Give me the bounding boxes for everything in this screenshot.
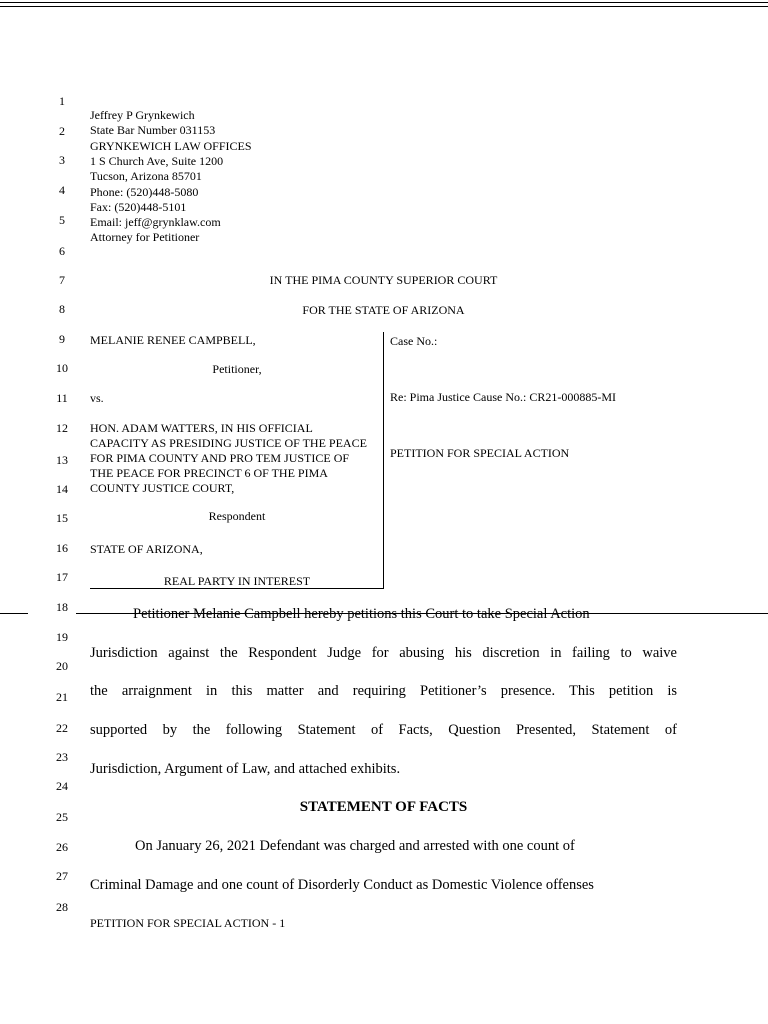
intro-line-4: supported by the following Statement of Facts, Question Presented, Statement of [90, 722, 677, 738]
caption-vertical-rule [383, 332, 384, 589]
line-number: 24 [56, 779, 68, 793]
top-rule-lower [0, 6, 768, 7]
respondent-line: THE PEACE FOR PRECINCT 6 OF THE PIMA [90, 466, 328, 480]
petitioner-name: MELANIE RENEE CAMPBELL, [90, 333, 256, 347]
court-name: IN THE PIMA COUNTY SUPERIOR COURT [269, 273, 498, 287]
line-number: 3 [59, 153, 65, 167]
line-number: 16 [56, 541, 68, 555]
respondent-line: FOR PIMA COUNTY AND PRO TEM JUSTICE OF [90, 451, 350, 465]
line-number: 19 [56, 630, 68, 644]
respondent-line: COUNTY JUSTICE COURT, [90, 481, 235, 495]
line-number: 5 [59, 213, 65, 227]
real-party-name: STATE OF ARIZONA, [90, 542, 203, 556]
line-number: 2 [59, 124, 65, 138]
top-rule-upper [0, 2, 768, 3]
line-number: 4 [59, 183, 65, 197]
line-number: 12 [56, 421, 68, 435]
intro-line-3: the arraignment in this matter and requiring Petitioner’s presence. This petition is [90, 683, 677, 699]
attorney-line: Phone: (520)448-5080 [90, 184, 199, 199]
intro-line-1: Petitioner Melanie Campbell hereby petitions this Court to take Special Action [133, 606, 590, 622]
respondent-line: HON. ADAM WATTERS, IN HIS OFFICIAL [90, 421, 313, 435]
intro-line-5: Jurisdiction, Argument of Law, and attached exhibits. [90, 761, 401, 777]
line-number: 7 [59, 273, 65, 287]
line-number: 25 [56, 810, 68, 824]
line-number: 10 [56, 361, 68, 375]
petitioner-role: Petitioner, [212, 362, 262, 376]
real-party-role: REAL PARTY IN INTEREST [163, 574, 311, 588]
margin-rule-left [0, 613, 28, 614]
court-state: FOR THE STATE OF ARIZONA [302, 303, 465, 317]
line-number: 13 [56, 453, 68, 467]
line-number: 18 [56, 600, 68, 614]
line-number: 28 [56, 900, 68, 914]
line-number: 1 [59, 94, 65, 108]
attorney-line: Tucson, Arizona 85701 [90, 169, 202, 184]
facts-line-2: Criminal Damage and one count of Disorderly Conduct as Domestic Violence offenses [90, 877, 594, 893]
attorney-line: Attorney for Petitioner [90, 230, 200, 245]
respondent-block [90, 421, 367, 496]
line-number: 23 [56, 750, 68, 764]
line-number: 14 [56, 482, 68, 496]
line-number: 26 [56, 840, 68, 854]
line-number: 22 [56, 721, 68, 735]
statement-of-facts-heading: STATEMENT OF FACTS [299, 799, 468, 815]
versus-label: vs. [90, 391, 104, 405]
line-number: 17 [56, 570, 68, 584]
attorney-line: Fax: (520)448-5101 [90, 199, 187, 214]
document-title: PETITION FOR SPECIAL ACTION [390, 446, 570, 460]
attorney-line: Email: jeff@grynklaw.com [90, 215, 221, 230]
justice-cause-number: Re: Pima Justice Cause No.: CR21-000885-MI [390, 390, 616, 404]
line-number: 11 [56, 391, 68, 405]
line-number: 21 [56, 690, 68, 704]
page-footer: PETITION FOR SPECIAL ACTION - 1 [90, 916, 286, 930]
respondent-line: CAPACITY AS PRESIDING JUSTICE OF THE PEACE [90, 436, 367, 450]
intro-line-2: Jurisdiction against the Respondent Judge for abusing his discretion in failing to waive [90, 645, 677, 661]
facts-line-1: On January 26, 2021 Defendant was charged and arrested with one count of [135, 838, 575, 854]
attorney-line: State Bar Number 031153 [90, 123, 216, 138]
attorney-line: Jeffrey P Grynkewich [90, 108, 195, 122]
attorney-line: 1 S Church Ave, Suite 1200 [90, 153, 224, 168]
caption-bottom-rule [90, 588, 384, 589]
respondent-role: Respondent [208, 509, 266, 523]
line-number: 20 [56, 659, 68, 673]
line-number: 27 [56, 869, 68, 883]
case-number-label: Case No.: [390, 334, 438, 348]
line-number: 9 [59, 332, 65, 346]
line-number: 15 [56, 511, 68, 525]
line-number: 6 [59, 244, 65, 258]
attorney-line: GRYNKEWICH LAW OFFICES [90, 138, 252, 153]
line-number: 8 [59, 302, 65, 316]
